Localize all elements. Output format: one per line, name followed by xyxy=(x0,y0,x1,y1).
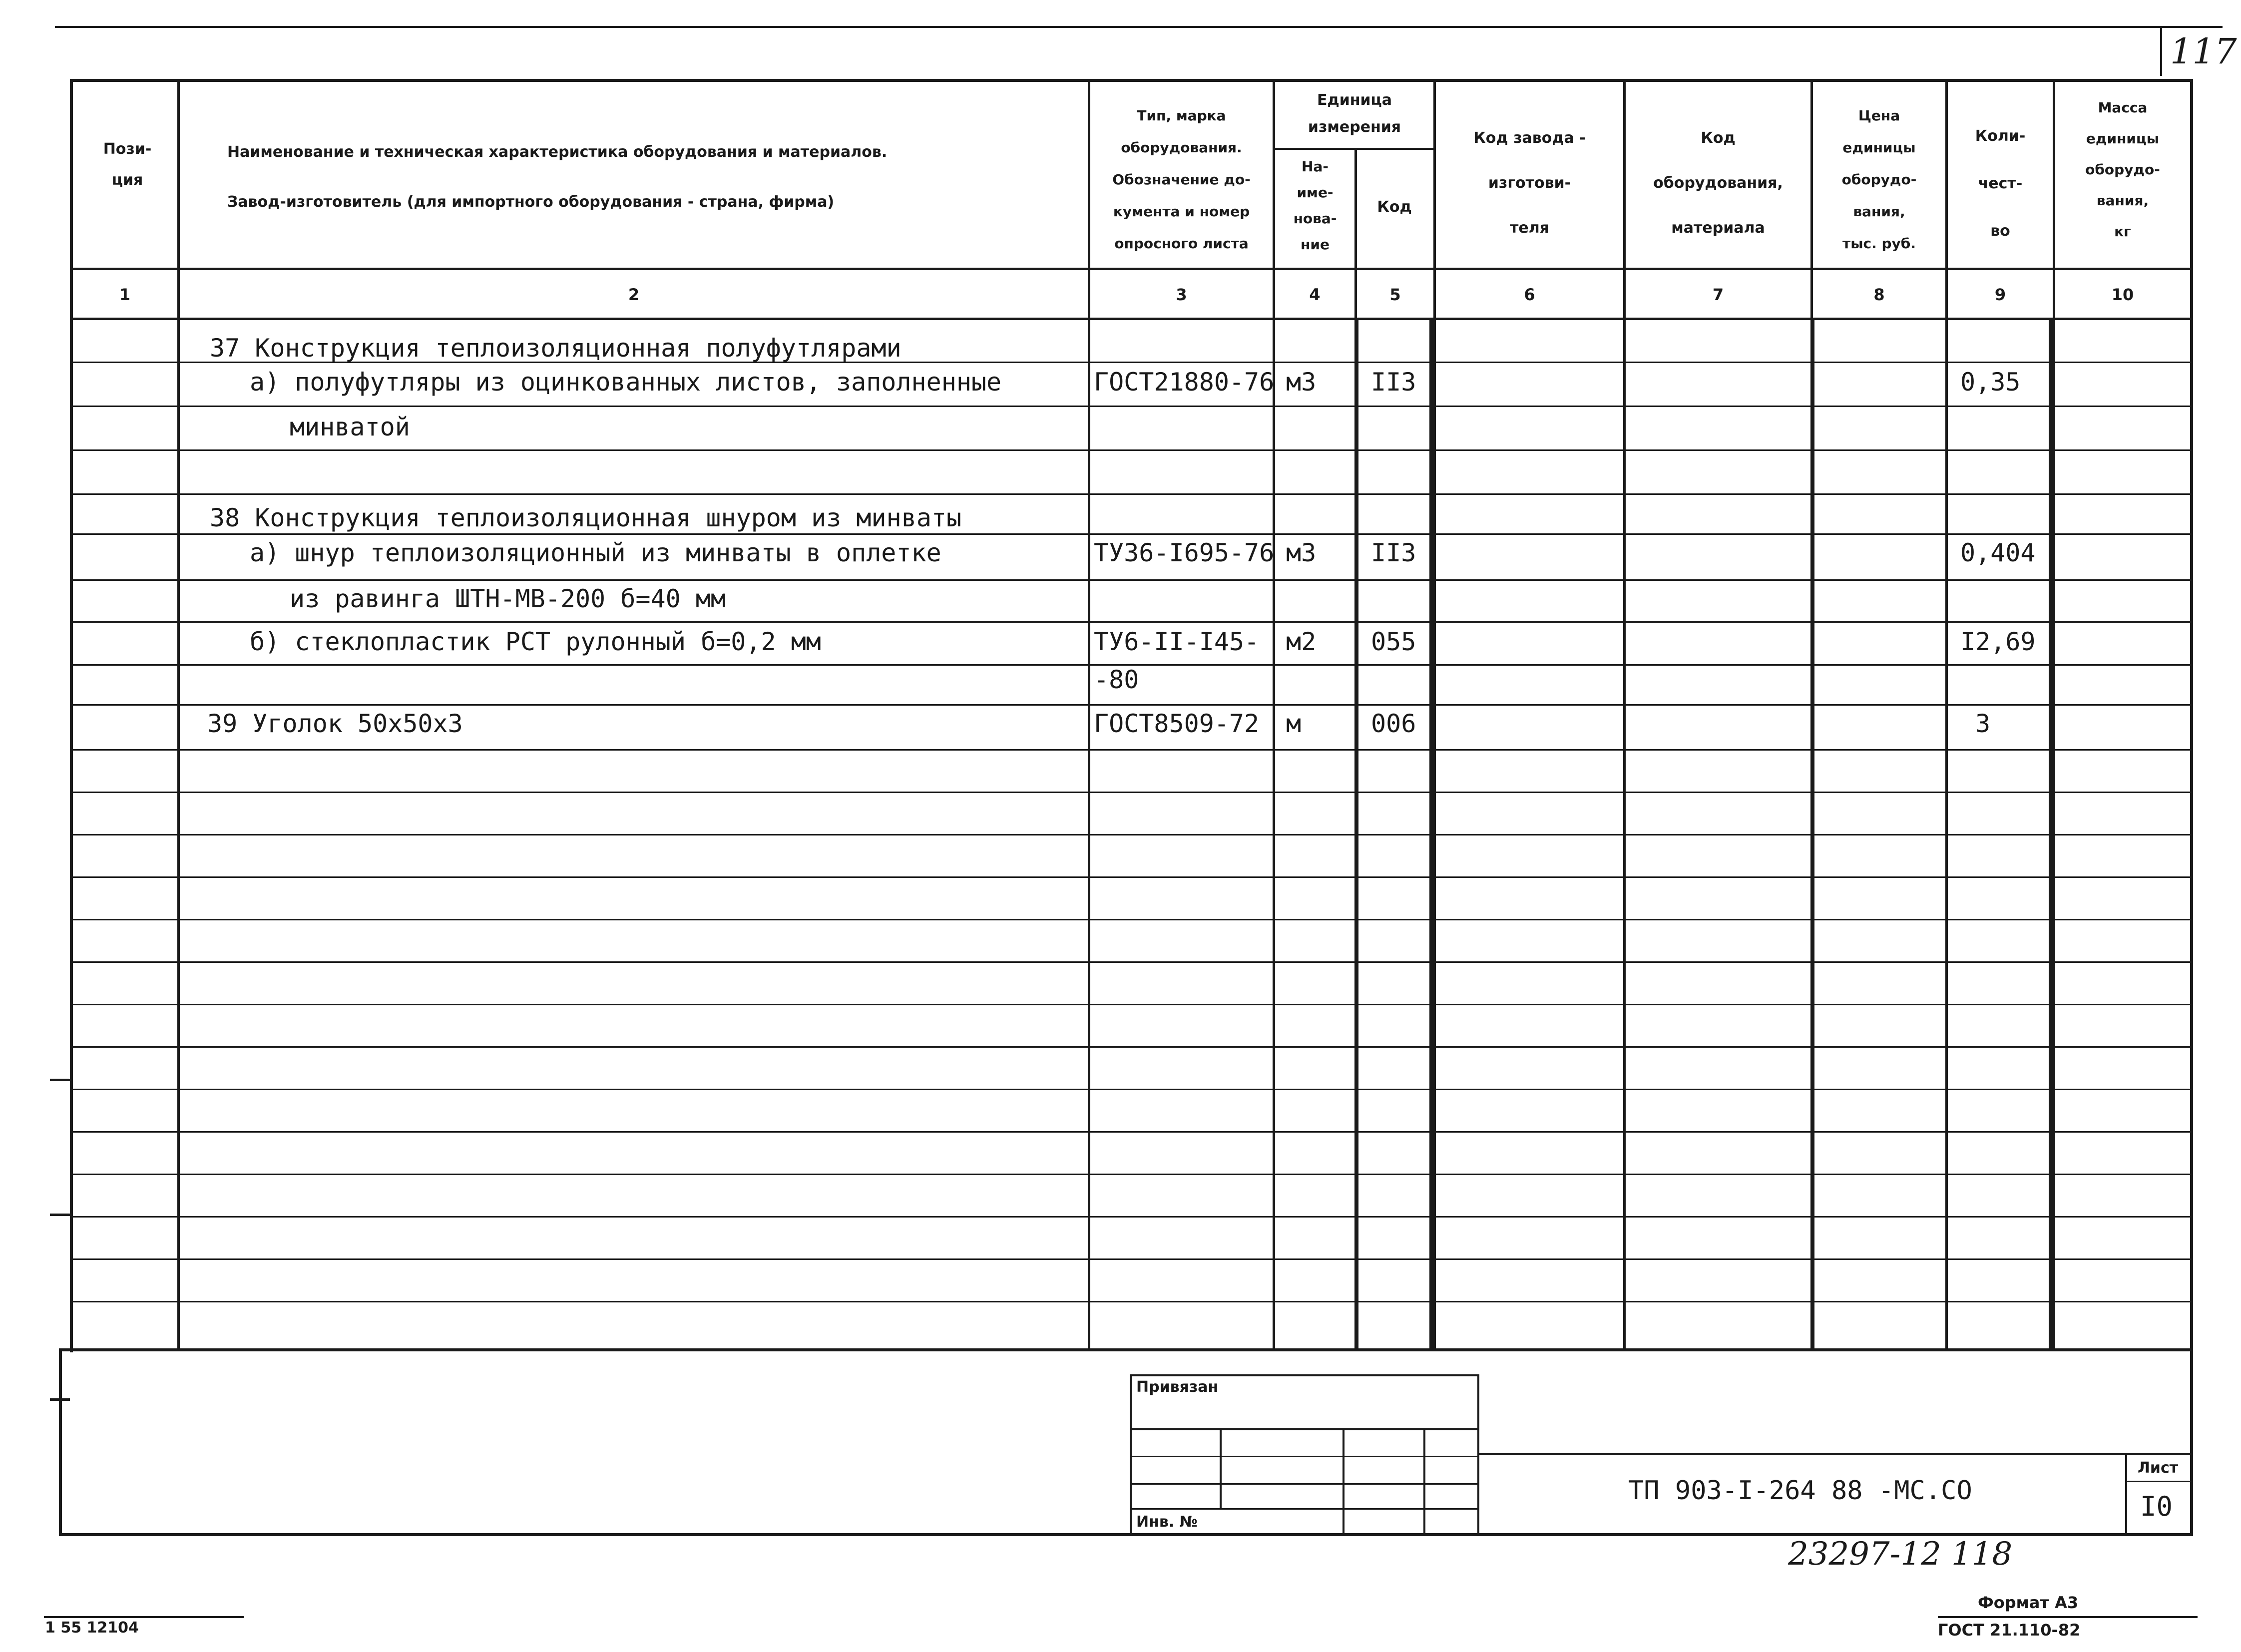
header-name: Наименование и техническая характеристика оборудования и материалов. Завод-изготовитель (для импортного оборудования - страна, фирма) xyxy=(227,143,888,211)
item-quantity: 0,35 xyxy=(1960,368,2021,397)
column-number: 7 xyxy=(1712,285,1724,304)
item-type: ГОСТ8509-72 xyxy=(1094,709,1260,738)
gost-label: ГОСТ 21.110-82 xyxy=(1938,1621,2081,1640)
header-price: Цена единицы оборудо- вания, тыс. руб. xyxy=(1841,107,1917,252)
column-number: 10 xyxy=(2111,285,2134,304)
header-position: Пози- ция xyxy=(103,140,152,189)
page-number-top: 117 xyxy=(2170,31,2237,72)
inventory-number-label: Инв. № xyxy=(1136,1513,1198,1531)
item-type: -80 xyxy=(1094,665,1139,694)
column-number: 4 xyxy=(1309,285,1321,304)
column-number: 9 xyxy=(1994,285,2006,304)
item-name: минватой xyxy=(290,413,410,441)
item-code: 006 xyxy=(1371,709,1416,738)
header-mass: Масса единицы оборудо- вания, кг xyxy=(2085,99,2160,240)
item-unit: м xyxy=(1286,709,1302,738)
document-code: ТП 903-I-264 88 -МС.СО xyxy=(1628,1476,1972,1506)
header-unit-group: Единица измерения xyxy=(1308,91,1401,136)
handwritten-archive-number: 23297-12 118 xyxy=(1788,1536,2013,1573)
item-quantity: 3 xyxy=(1975,709,1991,738)
format-label: Формат А3 xyxy=(1978,1593,2079,1612)
column-number: 3 xyxy=(1176,285,1187,304)
item-unit: м3 xyxy=(1286,368,1317,397)
item-name: б) стеклопластик РСТ рулонный б=0,2 мм xyxy=(250,627,821,656)
header-unit-name: На- име- нова- ние xyxy=(1293,158,1337,253)
item-name: а) шнур теплоизоляционный из минваты в оплетке xyxy=(250,538,941,567)
header-equipment-code: Код оборудования, материала xyxy=(1653,129,1783,237)
header-quantity: Коли- чест- во xyxy=(1975,127,2026,240)
item-type: ТУ6-II-I45- xyxy=(1094,627,1260,656)
item-quantity: 0,404 xyxy=(1960,538,2036,567)
column-number: 6 xyxy=(1524,285,1535,304)
item-name: 38 Конструкция теплоизоляционная шнуром из минваты xyxy=(210,503,962,532)
item-code: 055 xyxy=(1371,627,1416,656)
item-type: ГОСТ21880-76 xyxy=(1094,368,1275,397)
item-unit: м2 xyxy=(1286,627,1317,656)
privyazan-label: Привязан xyxy=(1136,1378,1219,1396)
item-unit: м3 xyxy=(1286,538,1317,567)
column-number: 8 xyxy=(1873,285,1885,304)
column-number: 5 xyxy=(1389,285,1401,304)
item-name: из равинга ШТН-МВ-200 б=40 мм xyxy=(290,584,726,613)
item-name: 37 Конструкция теплоизоляционная полуфутлярами xyxy=(210,334,901,363)
header-unit-code: Код xyxy=(1377,198,1412,216)
item-code: II3 xyxy=(1371,368,1416,397)
header-manufacturer-code: Код завода - изготови- теля xyxy=(1473,129,1586,237)
sheet-label: Лист xyxy=(2138,1459,2179,1477)
sheet-number: I0 xyxy=(2140,1491,2173,1522)
item-code: II3 xyxy=(1371,538,1416,567)
item-type: ТУ36-I695-76 xyxy=(1094,538,1275,567)
item-quantity: I2,69 xyxy=(1960,627,2036,656)
item-name: а) полуфутляры из оцинкованных листов, заполненные xyxy=(250,368,1002,397)
column-number: 1 xyxy=(119,285,131,304)
column-number: 2 xyxy=(628,285,640,304)
item-name: 39 Уголок 50х50х3 xyxy=(207,709,463,738)
print-code: 1 55 12104 xyxy=(45,1619,139,1637)
header-type: Тип, марка оборудования. Обозначение до- кумента и номер опросного листа xyxy=(1112,107,1251,252)
